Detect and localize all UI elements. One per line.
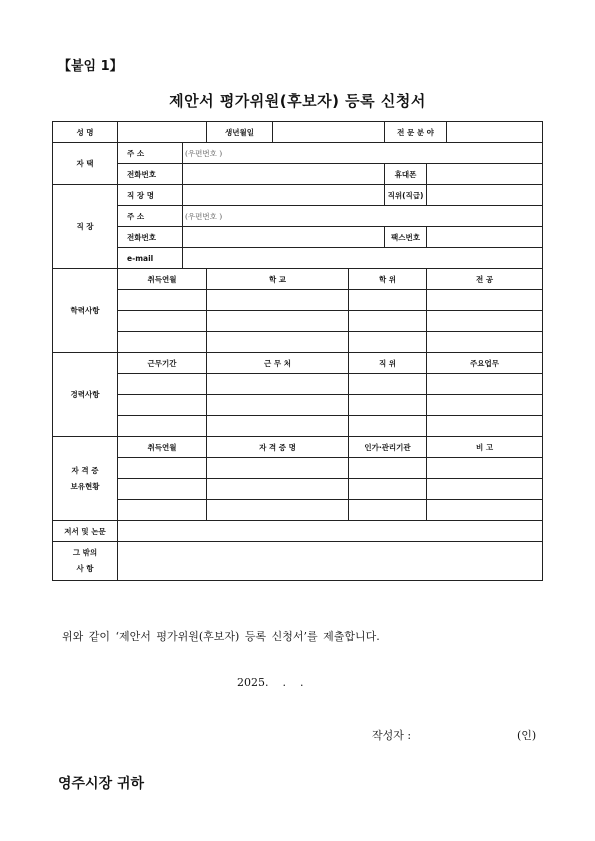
license-cell[interactable]	[118, 500, 207, 521]
education-cell[interactable]	[349, 332, 427, 353]
field-input[interactable]	[447, 122, 543, 143]
writer-label: 작성자 :	[372, 729, 412, 742]
fax-label: 팩스번호	[385, 227, 427, 248]
career-header-position: 직 위	[349, 353, 427, 374]
license-row	[53, 500, 543, 521]
career-header-period: 근무기간	[118, 353, 207, 374]
education-header-major: 전 공	[427, 269, 543, 290]
education-row	[53, 332, 543, 353]
work-phone-row	[53, 227, 543, 248]
workplace-row	[53, 185, 543, 206]
license-header-name: 자 격 증 명	[207, 437, 349, 458]
fax-field[interactable]	[427, 227, 543, 248]
license-header-date: 취득연월	[118, 437, 207, 458]
education-header-degree: 학 위	[349, 269, 427, 290]
license-section-label	[53, 437, 118, 521]
career-row	[53, 416, 543, 437]
other-row	[53, 542, 543, 581]
work-phone-label: 전화번호	[118, 227, 183, 248]
work-address-row	[53, 206, 543, 227]
license-cell[interactable]	[427, 500, 543, 521]
home-address-field[interactable]: (우편번호 )	[183, 143, 543, 164]
education-cell[interactable]	[349, 311, 427, 332]
mobile-field[interactable]	[427, 164, 543, 185]
work-section-label: 직 장	[53, 185, 118, 269]
other-label-line1: 그 밖의	[72, 548, 98, 557]
education-cell[interactable]	[207, 332, 349, 353]
license-cell[interactable]	[207, 479, 349, 500]
position-label: 직위(직급)	[385, 185, 427, 206]
attachment-label: 【붙임 1】	[58, 59, 123, 74]
license-header-row	[53, 437, 543, 458]
license-cell[interactable]	[349, 458, 427, 479]
other-label-line2: 사 항	[76, 564, 94, 573]
career-cell[interactable]	[207, 374, 349, 395]
field-label: 전 문 분 야	[385, 122, 447, 143]
career-cell[interactable]	[118, 374, 207, 395]
education-cell[interactable]	[427, 311, 543, 332]
license-cell[interactable]	[118, 458, 207, 479]
education-cell[interactable]	[207, 290, 349, 311]
name-row	[53, 122, 543, 143]
education-header-school: 학 교	[207, 269, 349, 290]
career-cell[interactable]	[118, 395, 207, 416]
career-cell[interactable]	[427, 416, 543, 437]
career-section-label: 경력사항	[53, 353, 118, 437]
submission-date: 2025. . .	[237, 676, 304, 689]
other-label	[53, 542, 118, 581]
work-phone-field[interactable]	[183, 227, 385, 248]
career-header-workplace: 근 무 처	[207, 353, 349, 374]
license-cell[interactable]	[427, 458, 543, 479]
career-cell[interactable]	[349, 395, 427, 416]
education-cell[interactable]	[207, 311, 349, 332]
career-cell[interactable]	[118, 416, 207, 437]
workplace-field[interactable]	[183, 185, 385, 206]
home-phone-row	[53, 164, 543, 185]
education-cell[interactable]	[118, 311, 207, 332]
career-cell[interactable]	[349, 374, 427, 395]
education-cell[interactable]	[427, 332, 543, 353]
education-cell[interactable]	[118, 332, 207, 353]
education-header-date: 취득연월	[118, 269, 207, 290]
license-row	[53, 479, 543, 500]
license-label-line1: 자 격 증	[71, 465, 99, 475]
position-field[interactable]	[427, 185, 543, 206]
license-row	[53, 458, 543, 479]
career-cell[interactable]	[349, 416, 427, 437]
education-header-row	[53, 269, 543, 290]
publications-field[interactable]	[118, 521, 543, 542]
career-row	[53, 374, 543, 395]
email-field[interactable]	[183, 248, 543, 269]
education-cell[interactable]	[349, 290, 427, 311]
publications-row	[53, 521, 543, 542]
workplace-label: 직 장 명	[118, 185, 183, 206]
education-cell[interactable]	[427, 290, 543, 311]
career-header-row	[53, 353, 543, 374]
home-section-label: 자 택	[53, 143, 118, 185]
career-cell[interactable]	[207, 395, 349, 416]
birth-field[interactable]	[273, 122, 385, 143]
license-header-remarks: 비 고	[427, 437, 543, 458]
license-cell[interactable]	[349, 500, 427, 521]
license-cell[interactable]	[118, 479, 207, 500]
home-address-label: 주 소	[118, 143, 183, 164]
career-cell[interactable]	[207, 416, 349, 437]
license-cell[interactable]	[349, 479, 427, 500]
mobile-label: 휴대폰	[385, 164, 427, 185]
license-label-line2: 보유현황	[70, 481, 100, 491]
name-field[interactable]	[118, 122, 207, 143]
license-cell[interactable]	[207, 458, 349, 479]
home-address-row	[53, 143, 543, 164]
document-title: 제안서 평가위원(후보자) 등록 신청서	[169, 92, 426, 110]
email-row	[53, 248, 543, 269]
publications-label: 저서 및 논문	[53, 521, 118, 542]
education-row	[53, 311, 543, 332]
name-label: 성 명	[53, 122, 118, 143]
registration-form-table	[52, 121, 543, 581]
career-row	[53, 395, 543, 416]
seal-label: (인)	[517, 729, 537, 742]
home-phone-field[interactable]	[183, 164, 385, 185]
education-cell[interactable]	[118, 290, 207, 311]
license-cell[interactable]	[207, 500, 349, 521]
recipient-label: 영주시장 귀하	[58, 776, 145, 792]
birth-label: 생년월일	[207, 122, 273, 143]
education-row	[53, 290, 543, 311]
home-phone-label: 전화번호	[118, 164, 183, 185]
career-cell[interactable]	[427, 374, 543, 395]
submission-statement: 위와 같이 ‘제안서 평가위원(후보자) 등록 신청서’를 제출합니다.	[62, 630, 380, 643]
email-label: e-mail	[118, 248, 183, 269]
work-address-field[interactable]: (우편번호 )	[183, 206, 543, 227]
license-cell[interactable]	[427, 479, 543, 500]
work-address-label: 주 소	[118, 206, 183, 227]
career-header-duties: 주요업무	[427, 353, 543, 374]
education-section-label: 학력사항	[53, 269, 118, 353]
license-header-authority: 인가·관리기관	[349, 437, 427, 458]
other-field[interactable]	[118, 542, 543, 581]
career-cell[interactable]	[427, 395, 543, 416]
